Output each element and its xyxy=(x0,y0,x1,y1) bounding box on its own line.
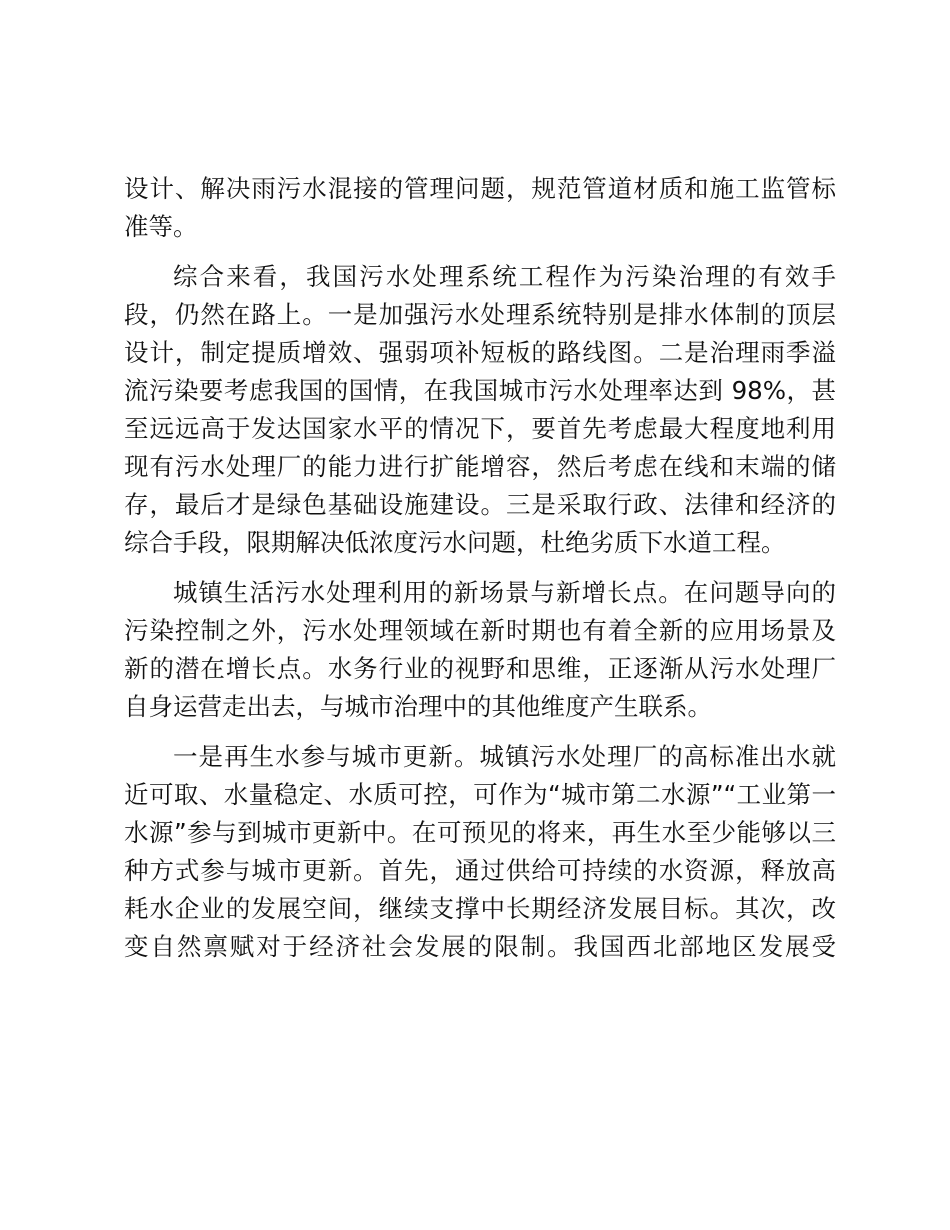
text-line: 设计、解决雨污水混接的管理问题，规范管道材质和施工监管标 xyxy=(124,174,836,203)
text-line: 存，最后才是绿色基础设施建设。三是采取行政、法律和经济的 xyxy=(124,490,836,519)
text-line: 设计，制定提质增效、强弱项补短板的路线图。二是治理雨季溢 xyxy=(124,338,836,367)
text-line: 耗水企业的发展空间，继续支撑中长期经济发展目标。其次，改 xyxy=(124,894,836,923)
text-line: 城镇生活污水处理利用的新场景与新增长点。在问题导向的 xyxy=(173,578,836,607)
text-line: 综合来看，我国污水处理系统工程作为污染治理的有效手 xyxy=(173,262,836,291)
text-line: 近可取、水量稳定、水质可控，可作为“城市第二水源”“工业第一 xyxy=(124,780,836,809)
text-line: 一是再生水参与城市更新。城镇污水处理厂的高标准出水就 xyxy=(173,742,836,771)
text-line: 准等。 xyxy=(124,212,198,241)
text-line: 污染控制之外，污水处理领域在新时期也有着全新的应用场景及 xyxy=(124,616,836,645)
paragraph-3 xyxy=(124,574,836,726)
text-line: 水源”参与到城市更新中。在可预见的将来，再生水至少能够以三 xyxy=(124,818,836,847)
text-line: 变自然禀赋对于经济社会发展的限制。我国西北部地区发展受 xyxy=(124,932,836,961)
paragraph-4 xyxy=(124,738,836,966)
text-line: 新的潜在增长点。水务行业的视野和思维，正逐渐从污水处理厂 xyxy=(124,654,836,683)
text-line: 种方式参与城市更新。首先，通过供给可持续的水资源，释放高 xyxy=(124,856,836,885)
text-line: 流污染要考虑我国的国情，在我国城市污水处理率达到 98%，甚 xyxy=(124,376,836,405)
text-line: 自身运营走出去，与城市治理中的其他维度产生联系。 xyxy=(124,692,712,721)
paragraph-1 xyxy=(124,170,836,246)
text-line: 段，仍然在路上。一是加强污水处理系统特别是排水体制的顶层 xyxy=(124,300,836,329)
text-line: 综合手段，限期解决低浓度污水问题，杜绝劣质下水道工程。 xyxy=(124,528,786,557)
text-line: 现有污水处理厂的能力进行扩能增容，然后考虑在线和末端的储 xyxy=(124,452,836,481)
document-page xyxy=(124,170,836,978)
text-line: 至远远高于发达国家水平的情况下，要首先考虑最大程度地利用 xyxy=(124,414,836,443)
paragraph-2 xyxy=(124,258,836,562)
